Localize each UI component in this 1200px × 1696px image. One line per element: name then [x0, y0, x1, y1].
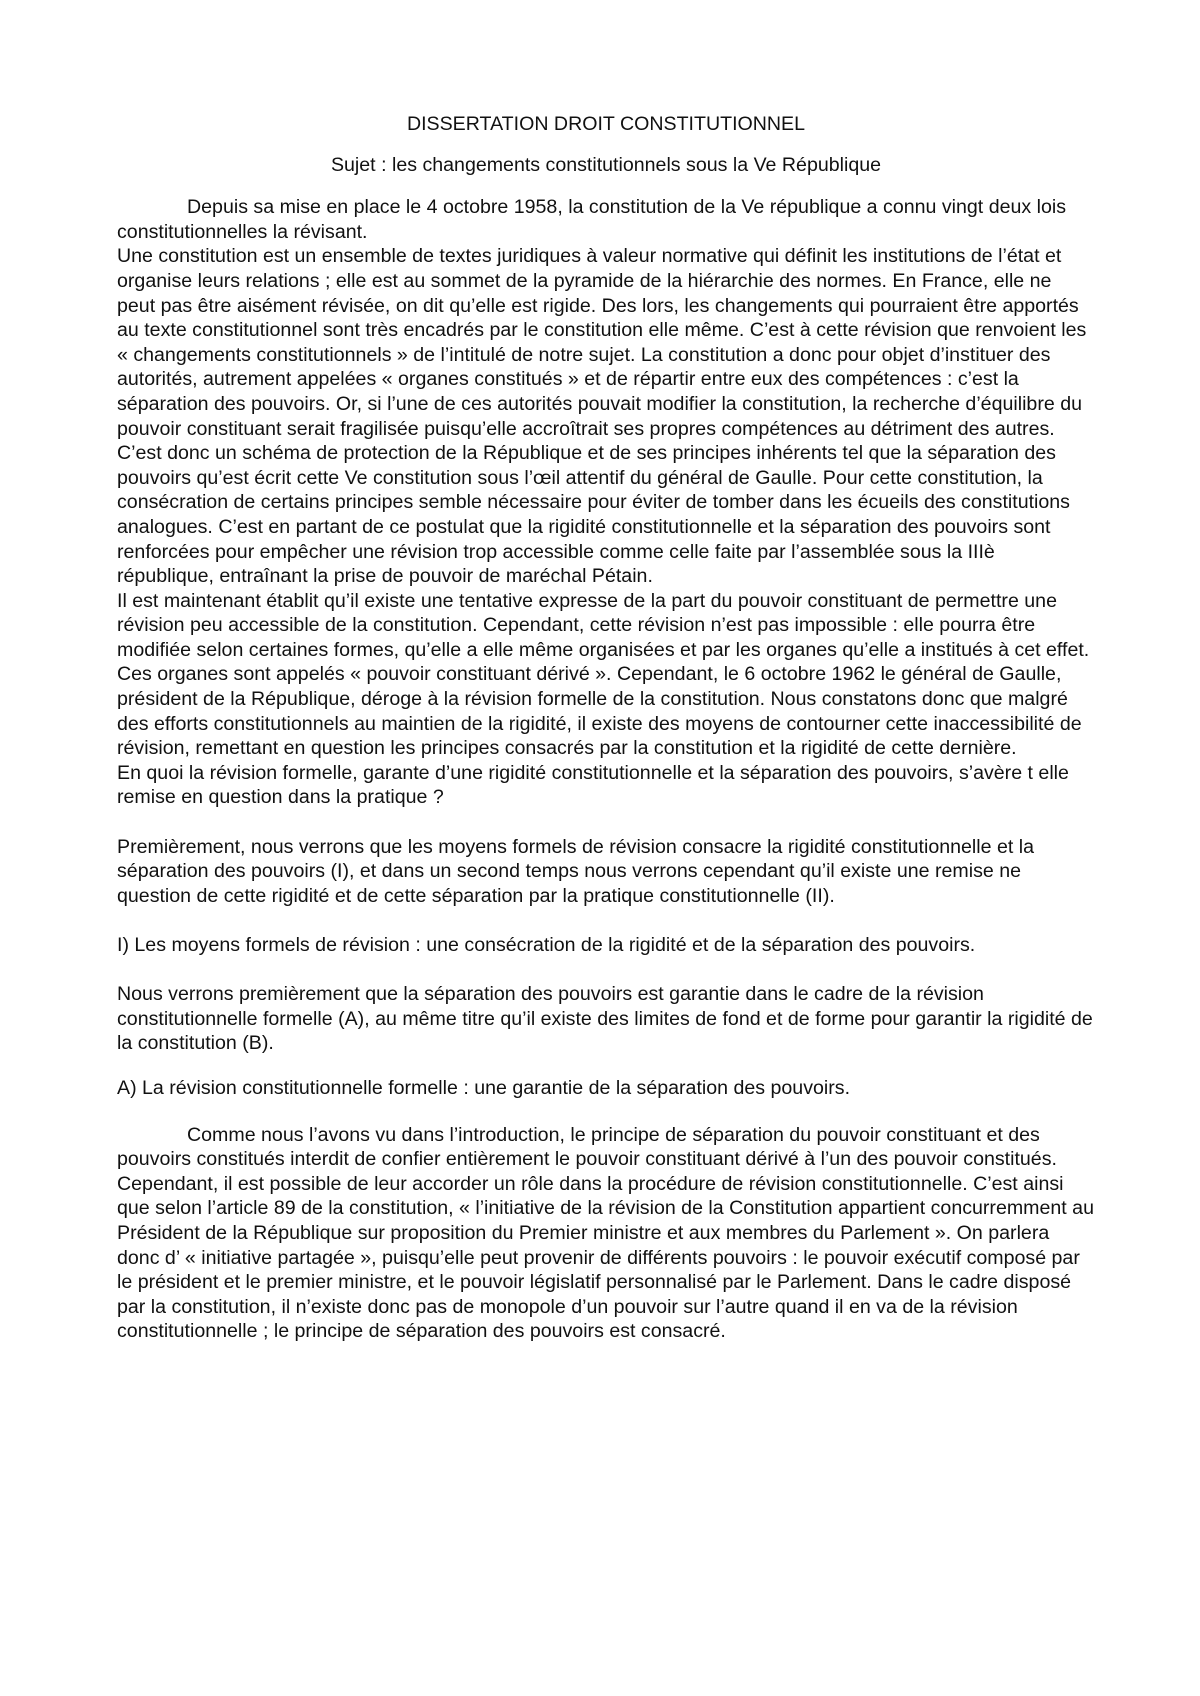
intro-paragraph: C’est donc un schéma de protection de la République et de ses principes inhérents tel que la séparation des pouvoirs qu’est écrit cette Ve constitution sous l’œil attentif du général de Gaulle. Pour cette constitution, la consécration de certains principes semble nécessaire pour éviter de tomber dans les écueils des constitutions analogues. C’est en partant de ce postulat que la rigidité constitutionnelle et la séparation des pouvoirs sont renforcées pour empêcher une révision trop accessible comme celle faite par l’assemblée sous la IIIè république, entraînant la prise de pouvoir de maréchal Pétain.	[117, 442, 1070, 588]
intro-paragraph: Il est maintenant établit qu’il existe une tentative expresse de la part du pouvoir constituant de permettre une révision peu accessible de la constitution. Cependant, cette révision n’est pas impossible : elle pourra être modifiée selon certaines formes, qu’elle a elle même organisées et par les organes qu’elle a institués à cet effet. Ces organes sont appelés « pouvoir constituant dérivé ». Cependant, le 6 octobre 1962 le général de Gaulle, président de la République, déroge à la révision formelle de la constitution. Nous constatons donc que malgré des efforts constitutionnels au maintien de la rigidité, il existe des moyens de contourner cette inaccessibilité de révision, remettant en question les principes consacrés par la constitution et la rigidité de cette dernière.	[117, 589, 1090, 760]
intro-paragraph: Une constitution est un ensemble de textes juridiques à valeur normative qui définit les institutions de l’état et organise leurs relations ; elle est au sommet de la pyramide de la hiérarchie des normes. En France, elle ne peut pas être aisément révisée, on dit qu’elle est rigide. Des lors, les changements qui pourraient être apportés au texte constitutionnel sont très encadrés par le constitution elle même. C’est à cette révision que renvoient les « changements constitutionnels » de l’intitulé de notre sujet. La constitution a donc pour objet d’instituer des autorités, autrement appelées « organes constitués » et de répartir entre eux des compétences : c’est la séparation des pouvoirs. Or, si l’une de ces autorités pouvait modifier la constitution, la recherche d’équilibre du pouvoir constituant serait fragilisée puisqu’elle accroîtrait ses propres compétences au détriment des autres.	[117, 245, 1087, 440]
section-a-body: Comme nous l’avons vu dans l’introduction, le principe de séparation du pouvoir constituant et des pouvoirs constitués interdit de confier entièrement le pouvoir constituant dérivé à l’un des pouvoir constitués. Cependant, il est possible de leur accorder un rôle dans la procédure de révision constitutionnelle. C’est ainsi que selon l’article 89 de la constitution, « l’initiative de la révision de la Constitution appartient concurremment au Président de la République sur proposition du Premier ministre et aux membres du Parlement ». On parlera donc d’ « initiative partagée », puisqu’elle peut provenir de différents pouvoirs : le pouvoir exécutif composé par le président et le premier ministre, et le pouvoir législatif personnalisé par le Parlement. Dans le cadre disposé par la constitution, il n’existe donc pas de monopole d’un pouvoir sur l’autre quand il en va de la révision constitutionnelle ; le principe de séparation des pouvoirs est consacré.	[117, 1123, 1094, 1343]
part-one-intro: Nous verrons premièrement que la séparation des pouvoirs est garantie dans le cadre de la révision constitutionnelle formelle (A), au même titre qu’il existe des limites de fond et de forme pour garantir la rigidité de la constitution (B).	[117, 983, 1093, 1055]
document-body	[117, 112, 1095, 1344]
problem-statement: En quoi la révision formelle, garante d’une rigidité constitutionnelle et la séparation des pouvoirs, s’avère t elle remise en question dans la pratique ?	[117, 761, 1069, 809]
document-subject: Sujet : les changements constitutionnels sous la Ve République	[330, 153, 882, 176]
plan-announcement: Premièrement, nous verrons que les moyens formels de révision consacre la rigidité constitutionnelle et la séparation des pouvoirs (I), et dans un second temps nous verrons cependant qu’il existe une remise ne question de cette rigidité et de cette séparation par la pratique constitutionnelle (II).	[117, 835, 1034, 907]
intro-paragraph: Depuis sa mise en place le 4 octobre 1958, la constitution de la Ve république a connu vingt deux lois constitutionnelles la révisant.	[117, 196, 1067, 243]
part-one-heading: I) Les moyens formels de révision : une consécration de la rigidité et de la séparation des pouvoirs.	[117, 934, 976, 956]
document-title: DISSERTATION DROIT CONSTITUTIONNEL	[406, 113, 806, 135]
section-a-heading: A) La révision constitutionnelle formelle : une garantie de la séparation des pouvoirs.	[117, 1076, 851, 1099]
